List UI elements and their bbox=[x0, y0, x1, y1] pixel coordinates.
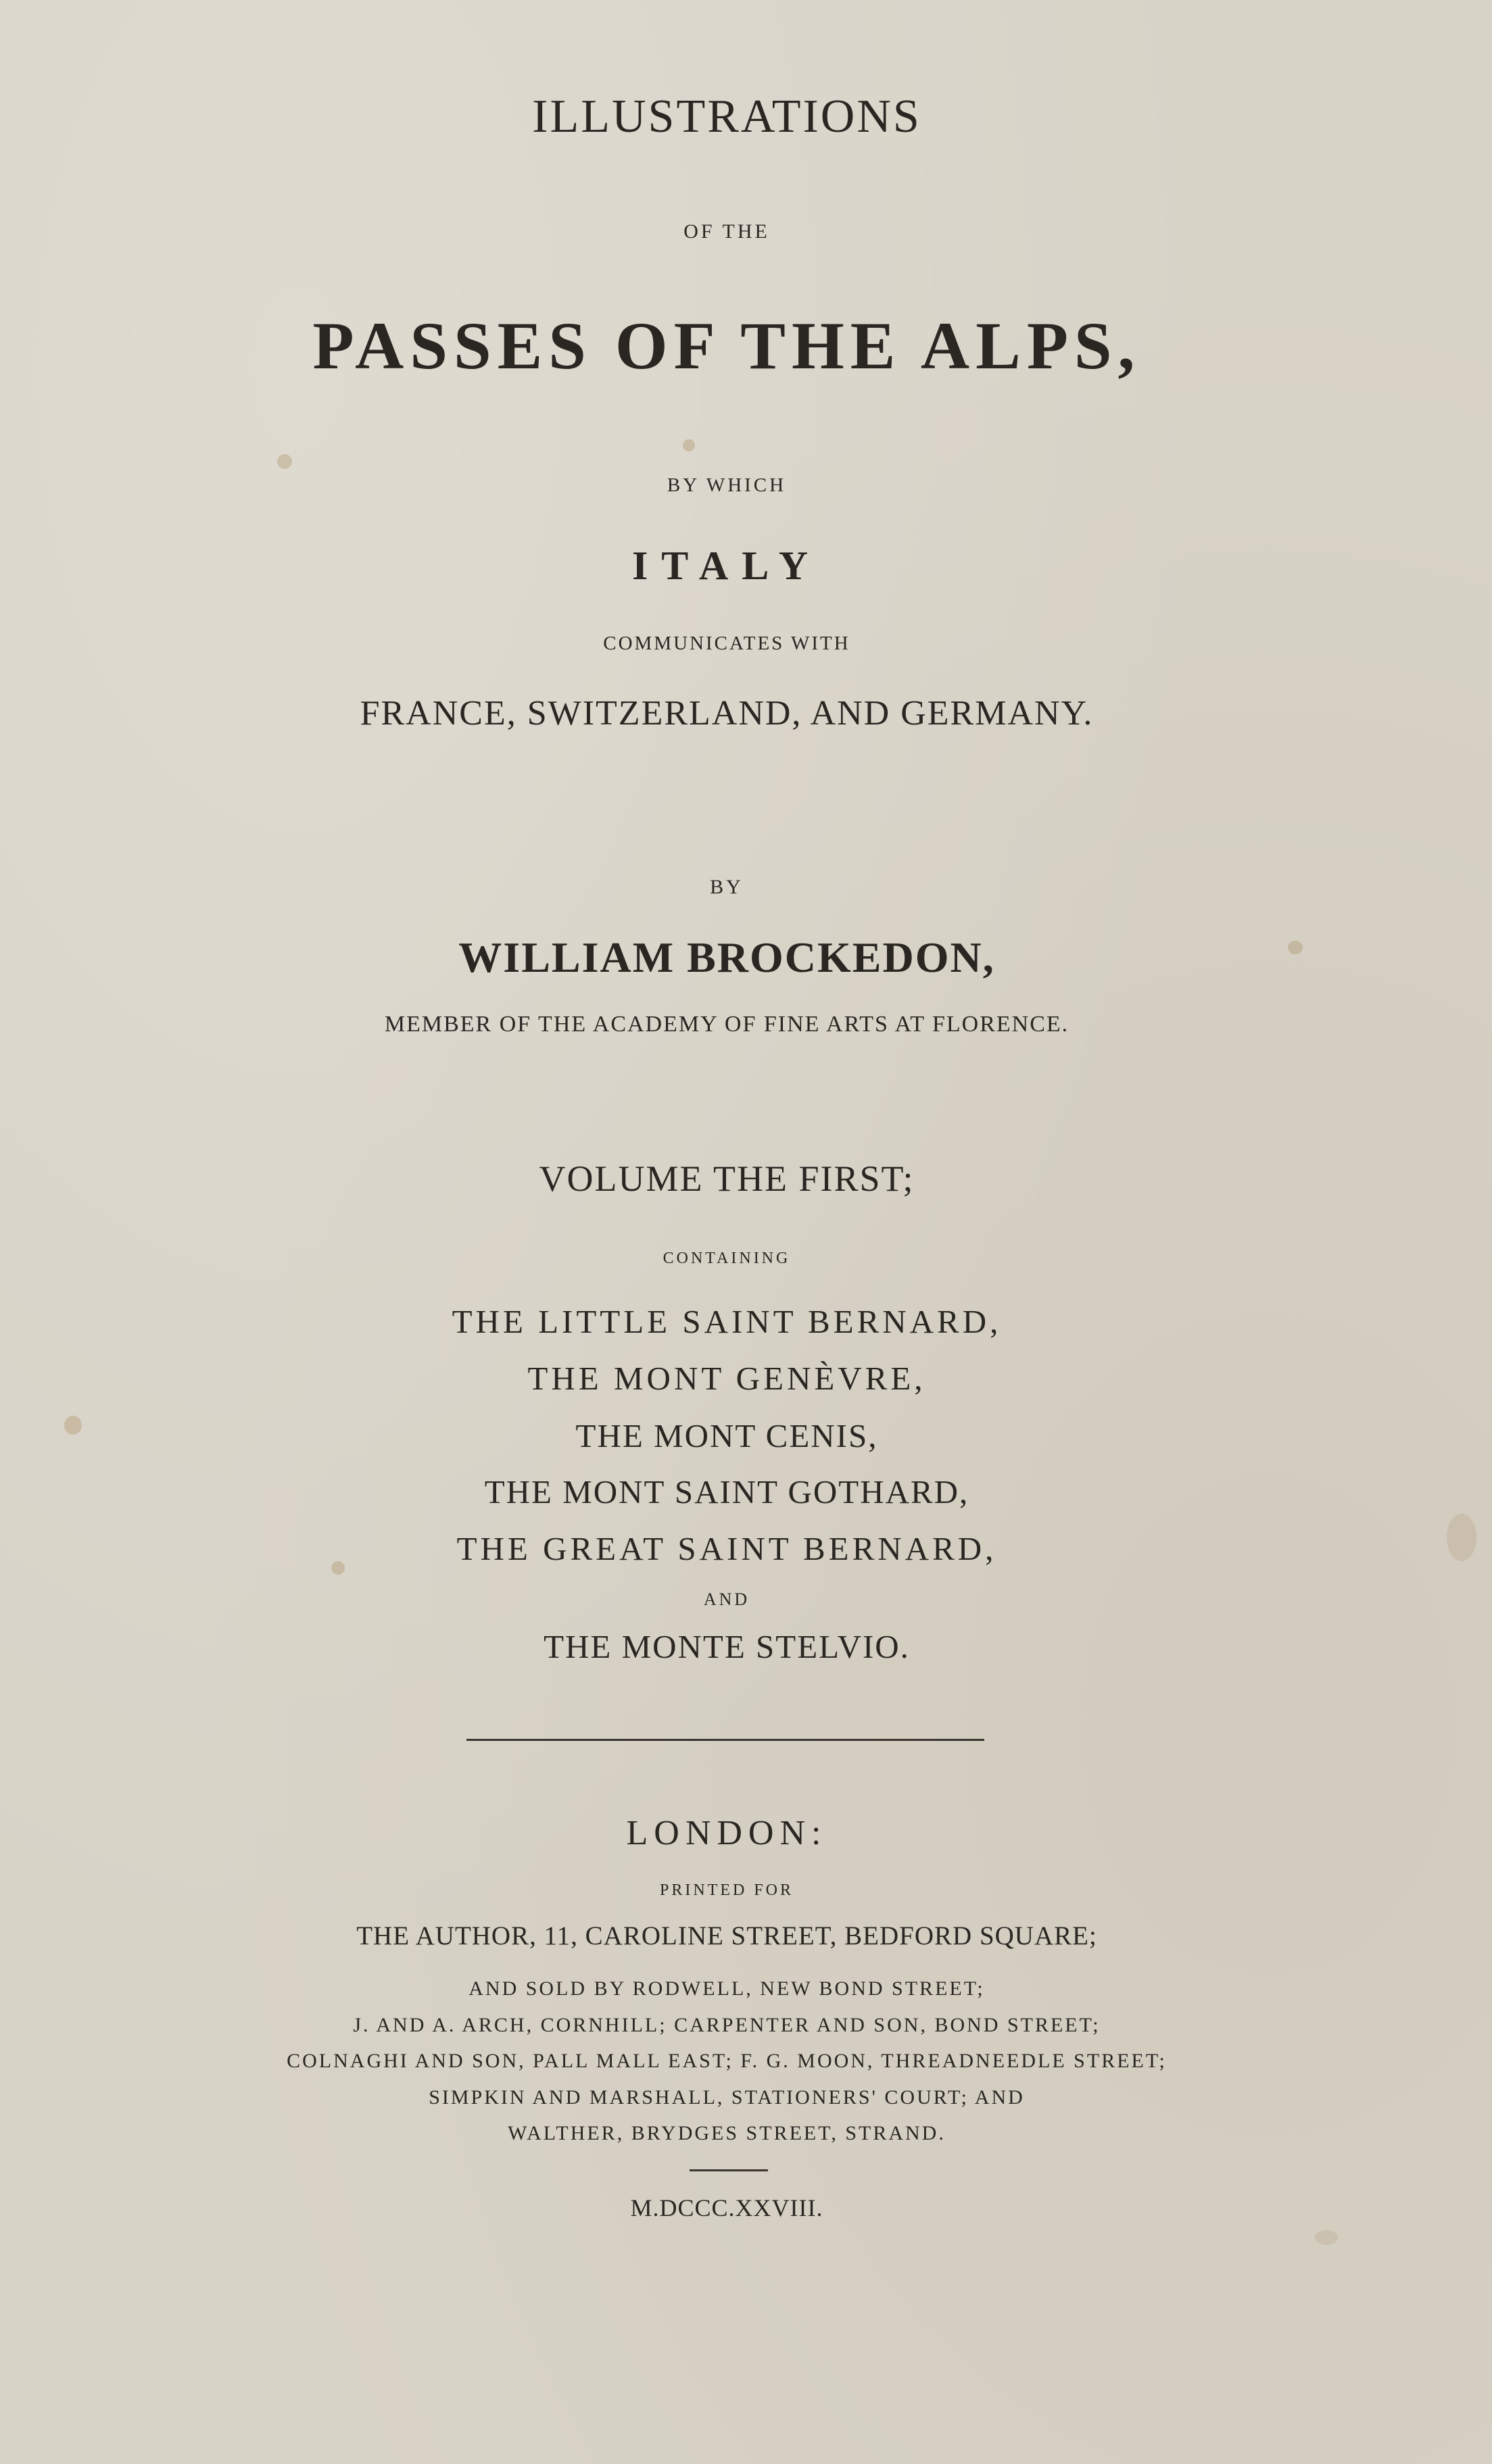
seller-line: J. AND A. ARCH, CORNHILL; CARPENTER AND SON, BOND STREET; bbox=[353, 2014, 1101, 2036]
pass-item: THE LITTLE SAINT BERNARD, bbox=[452, 1303, 1002, 1340]
publication-year: M.DCCC.XXVIII. bbox=[630, 2194, 823, 2221]
author-name: WILLIAM BROCKEDON, bbox=[458, 933, 995, 981]
title-line-2: OF THE bbox=[683, 220, 770, 243]
pass-item: THE MONT CENIS, bbox=[575, 1417, 878, 1454]
divider-rule bbox=[466, 1739, 984, 1741]
italy: ITALY bbox=[631, 543, 822, 588]
printed-for-whom: THE AUTHOR, 11, CAROLINE STREET, BEDFORD SQUARE; bbox=[356, 1921, 1097, 1950]
by-label: BY bbox=[710, 876, 744, 898]
countries: FRANCE, SWITZERLAND, AND GERMANY. bbox=[360, 694, 1094, 733]
year-rule bbox=[690, 2169, 768, 2171]
author-title: MEMBER OF THE ACADEMY OF FINE ARTS AT FLORENCE. bbox=[384, 1012, 1069, 1037]
containing-label: CONTAINING bbox=[663, 1250, 791, 1267]
pass-item: THE MONT GENÈVRE, bbox=[527, 1360, 926, 1397]
pass-item: THE MONT SAINT GOTHARD, bbox=[484, 1473, 969, 1510]
seller-line: SIMPKIN AND MARSHALL, STATIONERS' COURT; AND bbox=[429, 2086, 1025, 2109]
pass-item: THE GREAT SAINT BERNARD, bbox=[456, 1530, 997, 1567]
seller-line: COLNAGHI AND SON, PALL MALL EAST; F. G. MOON, THREADNEEDLE STREET; bbox=[287, 2050, 1167, 2072]
seller-line: WALTHER, BRYDGES STREET, STRAND. bbox=[508, 2122, 946, 2144]
by-which: BY WHICH bbox=[667, 474, 787, 496]
foxing-spot bbox=[1315, 2230, 1338, 2245]
printed-for-label: PRINTED FOR bbox=[659, 1881, 794, 1899]
foxing-spot bbox=[683, 439, 695, 451]
pass-item: THE MONTE STELVIO. bbox=[544, 1628, 910, 1665]
pass-and: AND bbox=[703, 1590, 750, 1609]
imprint-city: LONDON: bbox=[626, 1814, 827, 1852]
communicates-with: COMMUNICATES WITH bbox=[603, 633, 850, 654]
volume-heading: VOLUME THE FIRST; bbox=[539, 1158, 915, 1199]
foxing-spot bbox=[277, 454, 292, 469]
main-title: PASSES OF THE ALPS, bbox=[312, 308, 1141, 383]
title-line-1: ILLUSTRATIONS bbox=[532, 91, 921, 143]
seller-line: AND SOLD BY RODWELL, NEW BOND STREET; bbox=[468, 1977, 985, 2000]
